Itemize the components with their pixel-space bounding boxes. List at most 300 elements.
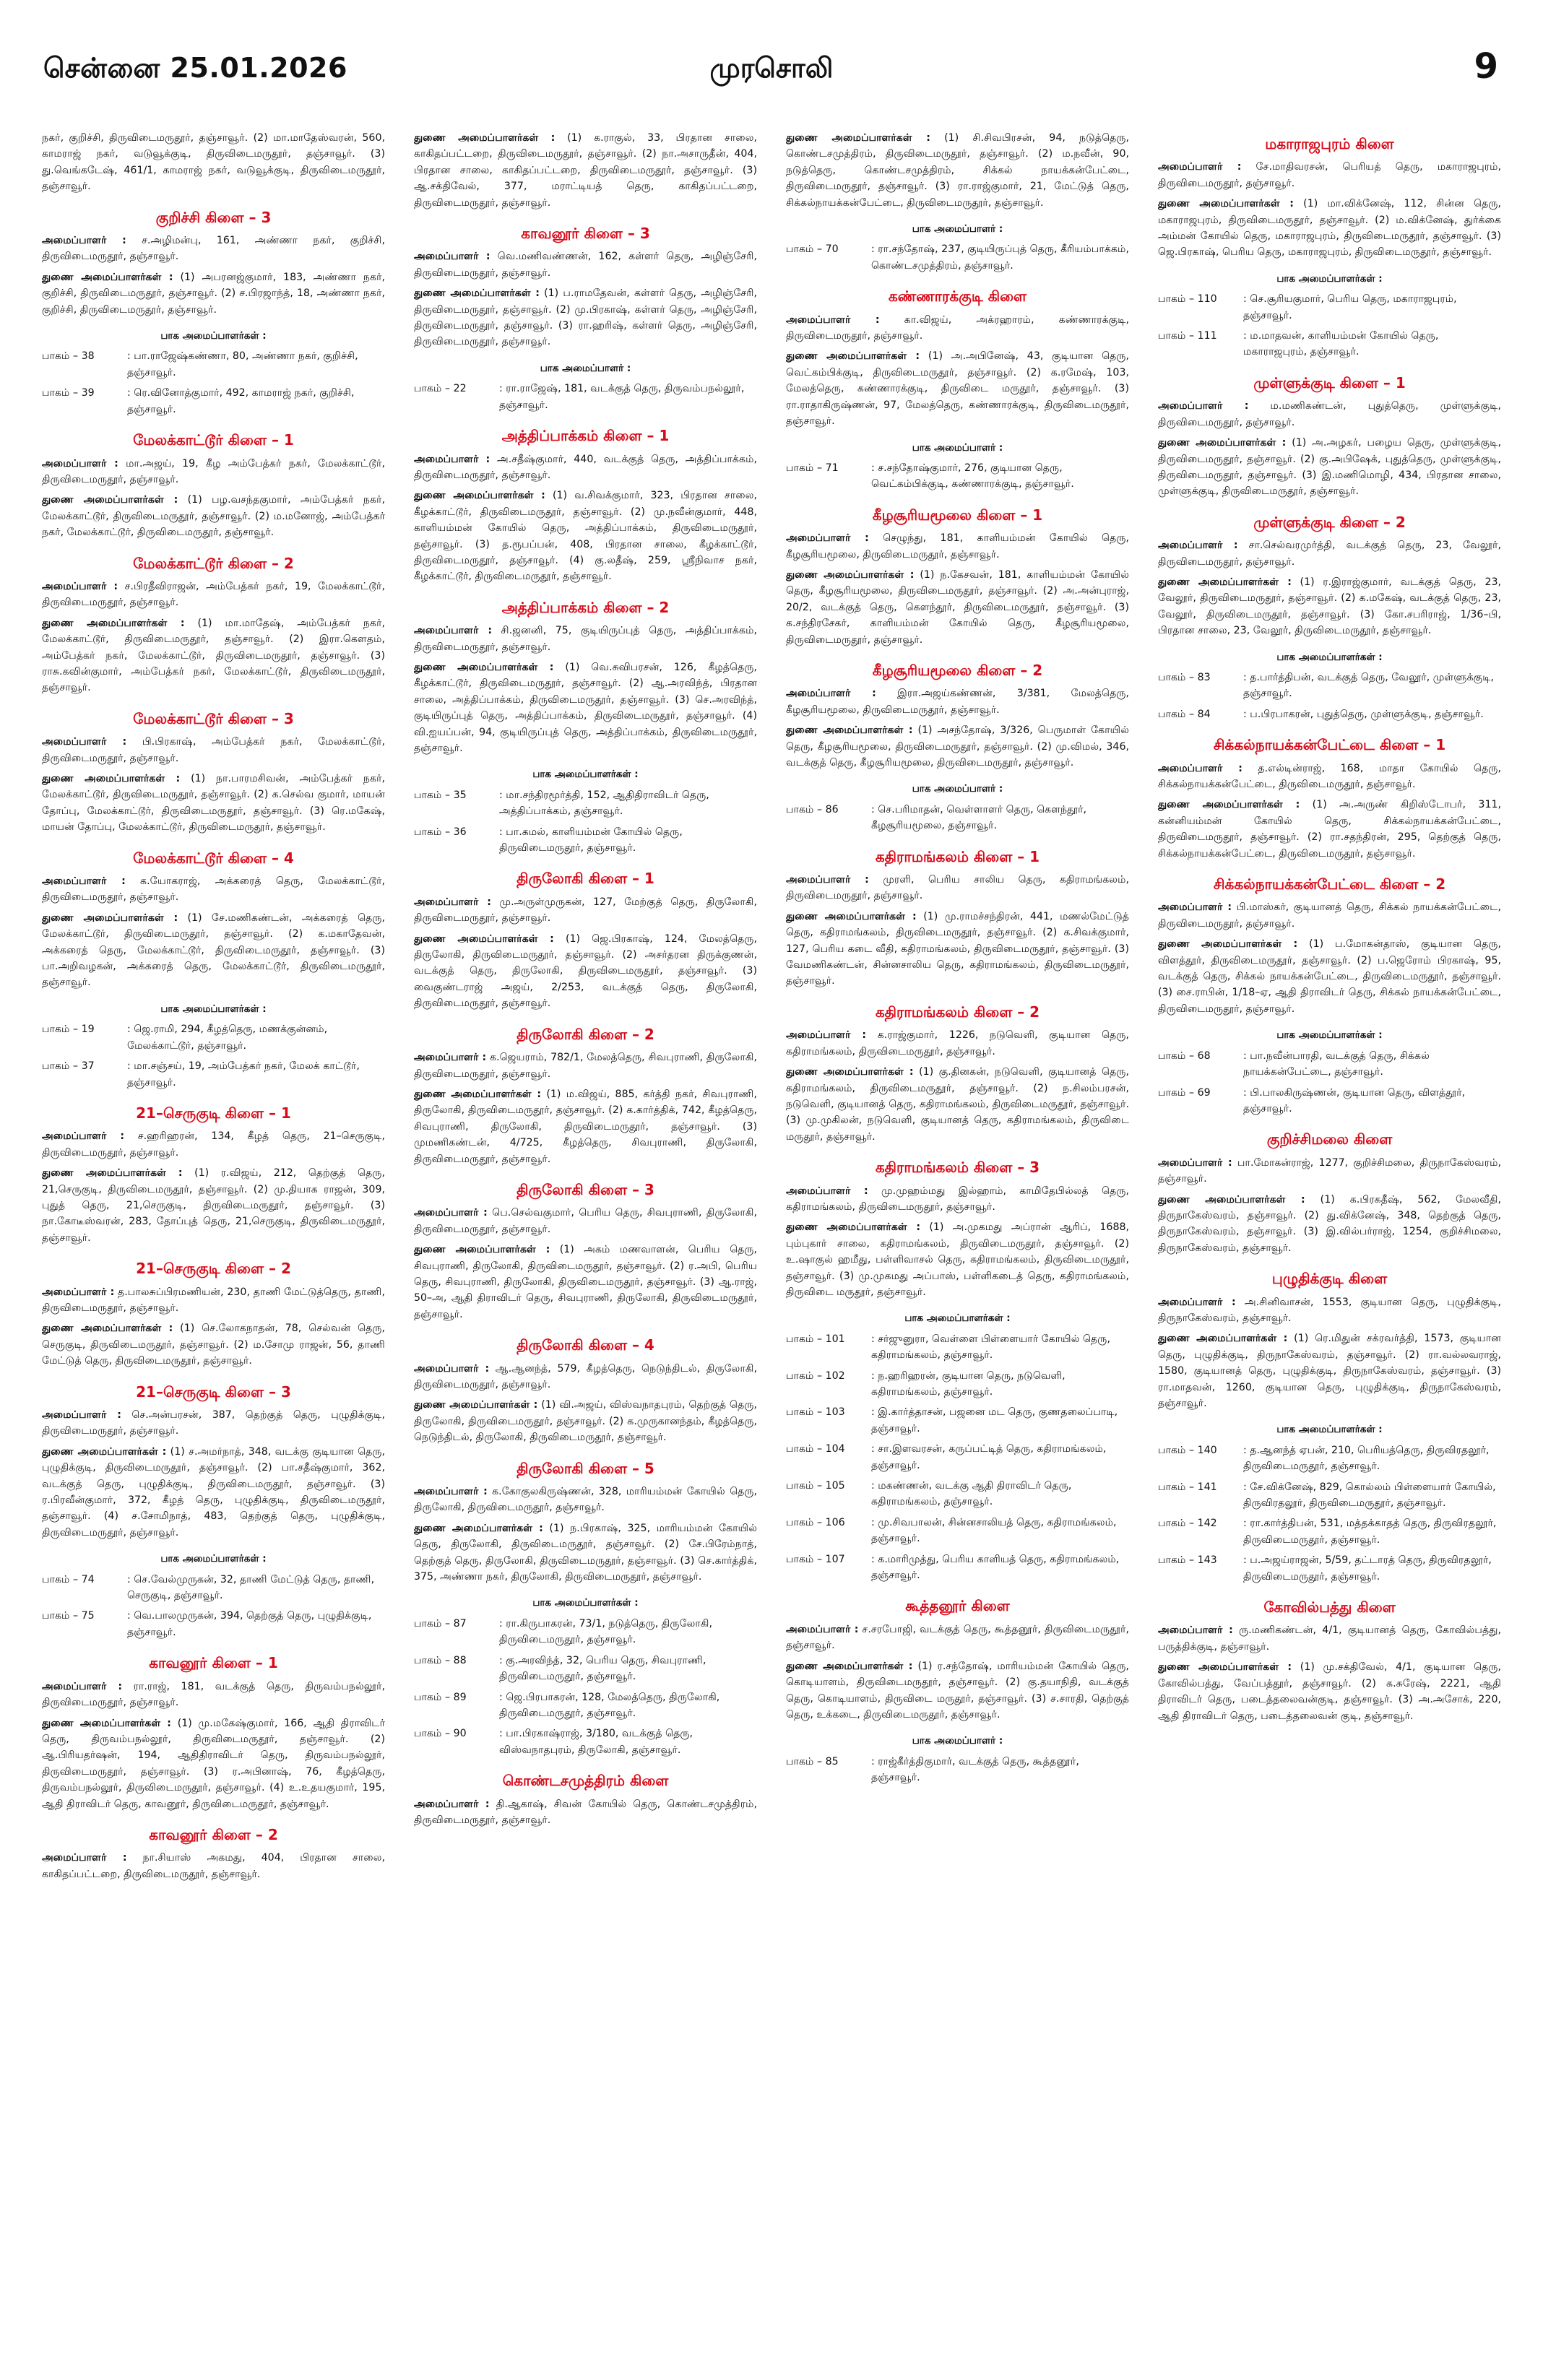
office-bearer-entry bbox=[1158, 797, 1501, 862]
role-label: துணை அமைப்பாளர்கள் : bbox=[1158, 799, 1300, 811]
role-label: அமைப்பாளர் : bbox=[786, 1029, 867, 1042]
booth-number: பாகம் – 103 bbox=[786, 1406, 845, 1419]
entry-text: (1) ந.கேசவன், 181, காளியம்மன் கோயில் தெரு, கீழசூரியமூலை, திருவிடைமருதூர், தஞ்சாவூர். (2) அ.அன்புராஜ், 20/2, வடக்குத் தெரு, கௌந்தூர், திருவிடைமருதூர், தஞ்சாவூர். (3) க.சந்திரசேகர், காளியம்மன் கோயில் தெரு, கீழசூரியமூலை, திருவிடைமருதூர், தஞ்சாவூர். bbox=[786, 568, 1129, 646]
booth-heading: பாக அமைப்பாளர்கள் : bbox=[904, 1312, 1011, 1325]
booth-heading: பாக அமைப்பாளர்கள் : bbox=[1276, 651, 1383, 663]
branch-title: 21–செருகுடி கிளை – 3 bbox=[136, 1382, 291, 1401]
booth-heading: பாக அமைப்பாளர்கள் : bbox=[160, 1553, 267, 1565]
booth-text: : செ.வேல்முருகன், 32, தாணி மேட்டுத் தெரு, தாணி, செருகுடி, தஞ்சாவூர். bbox=[127, 1573, 375, 1602]
branch-section bbox=[414, 600, 757, 857]
booth-row bbox=[1158, 670, 1501, 702]
role-label: அமைப்பாளர் : bbox=[414, 896, 491, 908]
booth-text: : சே.விக்னேஷ், 829, கொல்லம் பிள்ளையார் கோயில், திருவிரதலூர், திருவிடைமருதூர், தஞ்சாவூர். bbox=[1243, 1481, 1496, 1510]
branch-section bbox=[42, 1260, 385, 1369]
booth-row bbox=[786, 1441, 1129, 1474]
entry-text: இரா.அஜய்கண்ணன், 3/381, மேலத்தெரு, கீழசூரியமூலை, திருவிடைமருதூர், தஞ்சாவூர். bbox=[786, 688, 1129, 716]
booth-text: : ஜெ.பிரபாகரன், 128, மேலத்தெரு, திருலோகி, திருவிடைமருதூர், தஞ்சாவூர். bbox=[499, 1691, 720, 1719]
office-bearer-entry bbox=[42, 1320, 385, 1369]
booth-row bbox=[414, 1653, 757, 1685]
branch-title: திருலோகி கிளை – 5 bbox=[517, 1459, 654, 1477]
role-label: அமைப்பாளர் : bbox=[786, 688, 876, 700]
role-label: துணை அமைப்பாளர்கள் : bbox=[1158, 1661, 1292, 1674]
booth-text: : செ.பரிமாதன், வெள்ளாளர் தெரு, கௌந்தூர், கீழசூரியமூலை, தஞ்சாவூர். bbox=[871, 803, 1087, 832]
column-3 bbox=[786, 130, 1129, 2355]
booth-text: : பா.கமல், காளியம்மன் கோயில் தெரு, திருவிடைமருதூர், தஞ்சாவூர். bbox=[499, 826, 683, 854]
office-bearer-entry bbox=[42, 1165, 385, 1246]
role-label: அமைப்பாளர் : bbox=[42, 875, 126, 888]
booth-number: பாகம் – 111 bbox=[1158, 330, 1217, 342]
branch-title: மேலக்காட்டூர் கிளை – 2 bbox=[133, 554, 294, 572]
branch-title: காவனூர் கிளை – 1 bbox=[149, 1654, 278, 1672]
branch-section bbox=[786, 662, 1129, 834]
entry-text: சி.ஜனனி, 75, குடியிருப்புத் தெரு, அத்திப்பாக்கம், திருவிடைமருதூர், தஞ்சாவூர். bbox=[414, 625, 757, 653]
office-bearer-entry bbox=[414, 451, 757, 484]
role-label: அமைப்பாளர் : bbox=[1158, 1624, 1233, 1637]
role-label: அமைப்பாளர் : bbox=[414, 1207, 488, 1219]
role-label: துணை அமைப்பாளர்கள் : bbox=[414, 1522, 543, 1534]
booth-heading: பாக அமைப்பாளர்கள் : bbox=[532, 769, 639, 781]
booth-number: பாகம் – 36 bbox=[414, 826, 467, 838]
branch-section bbox=[42, 1827, 385, 1882]
booth-number: பாகம் – 38 bbox=[42, 350, 95, 363]
booth-heading: பாக அமைப்பாளர்கள் : bbox=[160, 330, 267, 342]
branch-section bbox=[42, 1384, 385, 1641]
role-label: அமைப்பாளர் : bbox=[42, 457, 118, 469]
booth-text: : மா.சந்திரமூர்த்தி, 152, ஆதிதிராவிடர் தெரு, அத்திப்பாக்கம், தஞ்சாவூர். bbox=[499, 789, 709, 818]
office-bearer-entry bbox=[414, 1520, 757, 1585]
entry-text: (1) அசந்தோஷ், 3/326, பெருமாள் கோயில் தெரு, கீழசூரியமூலை, திருவிடைமருதூர், தஞ்சாவூர். (2) மு.விமல், 346, வடக்குத் தெரு, கீழசூரியமூலை, திருவிடைமருதூர், தஞ்சாவூர். bbox=[786, 724, 1129, 769]
office-bearer-entry bbox=[786, 530, 1129, 563]
office-bearer-entry bbox=[414, 1361, 757, 1393]
branch-title: புழுதிக்குடி கிளை bbox=[1271, 1270, 1388, 1288]
booth-number: பாகம் – 75 bbox=[42, 1610, 95, 1622]
office-bearer-entry bbox=[786, 685, 1129, 718]
branch-title: கோவில்பத்து கிளை bbox=[1263, 1598, 1396, 1617]
booth-row bbox=[42, 1572, 385, 1604]
booth-text: : கு.அரவிந்த், 32, பெரிய தெரு, சிவபுராணி, திருவிடைமருதூர், தஞ்சாவூர். bbox=[499, 1654, 706, 1683]
branch-section bbox=[786, 288, 1129, 492]
booth-row bbox=[786, 1368, 1129, 1401]
office-bearer-entry bbox=[42, 269, 385, 318]
office-bearer-entry bbox=[414, 1205, 757, 1237]
role-label: துணை அமைப்பாளர்கள் : bbox=[1158, 437, 1287, 449]
office-bearer-entry bbox=[414, 623, 757, 655]
entry-text: க.ராஜ்குமார், 1226, நடுவெளி, குடியான தெரு, கதிராமங்கலம், திருவிடைமருதூர், தஞ்சாவூர். bbox=[786, 1029, 1129, 1057]
role-label: துணை அமைப்பாளர்கள் : bbox=[786, 132, 930, 144]
branch-section bbox=[1158, 876, 1501, 1117]
office-bearer-entry bbox=[42, 233, 385, 265]
role-label: அமைப்பாளர் : bbox=[42, 580, 118, 592]
role-label: துணை அமைப்பாளர்கள் : bbox=[42, 1323, 173, 1335]
office-bearer-entry bbox=[786, 1183, 1129, 1216]
role-label: அமைப்பாளர் : bbox=[1158, 1296, 1236, 1308]
entry-text: (1) ச.அமர்நாத், 348, வடக்கு குடியான தெரு, புழுதிக்குடி, திருவிடைமருதூர், தஞ்சாவூர். (2) பா.சதீஷ்குமார், 362, வடக்குத் தெரு, புழுதிக்குடி, திருவிடைமருதூர், தஞ்சாவூர். (3) ர.பிரவீன்குமார், 372, கீழத் தெரு, புழுதிக்குடி, திருவிடைமருதூர், தஞ்சாவூர். (4) ச.சோமிநாத், 483, தெற்குத் தெரு, புழுதிக்குடி, திருவிடைமருதூர், தஞ்சாவூர். bbox=[42, 1445, 385, 1539]
branch-title: திருலோகி கிளை – 2 bbox=[517, 1025, 654, 1043]
booth-row bbox=[786, 1754, 1129, 1786]
entry-text: தி.ஆகாஷ், சிவன் கோயில் தெரு, கொண்டசமுத்திரம், திருவிடைமருதூர், தஞ்சாவூர். bbox=[414, 1798, 757, 1826]
booth-number: பாகம் – 19 bbox=[42, 1024, 95, 1036]
branch-section bbox=[1158, 514, 1501, 722]
role-label: துணை அமைப்பாளர்கள் : bbox=[786, 910, 917, 922]
entry-text: (1) சே.மணிகண்டன், அக்கரைத் தெரு, மேலக்காட்டூர், திருவிடைமருதூர், தஞ்சாவூர். (2) க.மகாதேவன், அக்கரைத் தெரு, மேலக்காட்டூர், திருவிடைமருதூர், தஞ்சாவூர். (3) பா.அறிவழகன், அக்கரைத் தெரு, மேலக்காட்டூர், திருவிடைமருதூர், தஞ்சாவூர். bbox=[42, 912, 385, 989]
booth-row bbox=[1158, 1479, 1501, 1512]
booth-text: : இ.கார்த்தாசன், பஜனை மட தெரு, குணதலைப்பாடி, தஞ்சாவூர். bbox=[871, 1406, 1118, 1435]
booth-number: பாகம் – 106 bbox=[786, 1516, 845, 1528]
branch-title: கதிராமங்கலம் கிளை – 3 bbox=[875, 1159, 1040, 1177]
role-label: துணை அமைப்பாளர்கள் : bbox=[414, 490, 545, 502]
branch-title: மேலக்காட்டூர் கிளை – 4 bbox=[133, 849, 294, 867]
edition-date: சென்னை 25.01.2026 bbox=[43, 52, 347, 84]
role-label: அமைப்பாளர் : bbox=[42, 1409, 121, 1421]
entry-text: க.ஜெயராம், 782/1, மேலத்தெரு, சிவபுராணி, திருலோகி, திருவிடைமருதூர், தஞ்சாவூர். bbox=[414, 1052, 757, 1080]
office-bearer-entry bbox=[414, 488, 757, 584]
role-label: துணை அமைப்பாளர்கள் : bbox=[1158, 1333, 1288, 1345]
entry-text: மா.அஜய், 19, கீழ அம்பேத்கர் நகர், மேலக்காட்டூர், திருவிடைமருதூர், தஞ்சாவூர். bbox=[42, 457, 385, 485]
office-bearer-entry bbox=[42, 1407, 385, 1440]
entry-text: ச.சரபோஜி, வடக்குத் தெரு, கூத்தனூர், திருவிடைமருதூர், தஞ்சாவூர். bbox=[786, 1623, 1129, 1652]
booth-text: : ராஜ்கீர்த்திகுமார், வடக்குத் தெரு, கூத்தனூர், தஞ்சாவூர். bbox=[871, 1755, 1079, 1784]
role-label: அமைப்பாளர் : bbox=[414, 625, 492, 637]
booth-row bbox=[786, 1552, 1129, 1584]
office-bearer-entry bbox=[1158, 761, 1501, 793]
entry-text: நா.சியாஸ் அகமது, 404, பிரதான சாலை, காகிதப்பட்டறை, திருவிடைமருதூர், தஞ்சாவூர். bbox=[42, 1852, 385, 1880]
office-bearer-entry bbox=[42, 615, 385, 696]
role-label: துணை அமைப்பாளர்கள் : bbox=[414, 287, 540, 300]
office-bearer-entry bbox=[414, 1484, 757, 1516]
entry-text: (1) செ.லோகநாதன், 78, செல்வன் தெரு, செருகுடி, திருவிடைமருதூர், தஞ்சாவூர். (2) ம.சோமு ராஜன், 56, தாணி மேட்டுத் தெரு, திருவிடைமருதூர், தஞ்சாவூர். bbox=[42, 1323, 385, 1367]
office-bearer-entry bbox=[786, 1658, 1129, 1723]
booth-row bbox=[42, 1608, 385, 1640]
entry-text: ச.அழிமன்பு, 161, அண்ணா நகர், குறிச்சி, திருவிடைமருதூர், தஞ்சாவூர். bbox=[42, 235, 385, 263]
entry-text: பி.பிரகாஷ், அம்பேத்கர் நகர், மேலக்காட்டூர், திருவிடைமருதூர், தஞ்சாவூர். bbox=[42, 736, 385, 764]
branch-section bbox=[42, 1655, 385, 1812]
branch-section bbox=[786, 1004, 1129, 1145]
booth-number: பாகம் – 35 bbox=[414, 789, 467, 801]
booth-text: : த.பார்த்திபன், வடக்குத் தெரு, வேலூர், முள்ளுக்குடி, தஞ்சாவூர். bbox=[1243, 671, 1494, 700]
booth-text: : பி.பாலகிருஷ்ணன், குடியான தெரு, விளத்தூர், தஞ்சாவூர். bbox=[1243, 1086, 1466, 1115]
entry-text: பி.மாஸ்கர், குடியானத் தெரு, சிக்கல் நாயக்கன்பேட்டை, திருவிடைமருதூர், தஞ்சாவூர். bbox=[1158, 901, 1501, 930]
entry-text: (1) க.ராகுல், 33, பிரதான சாலை, காகிதப்பட்டறை, திருவிடைமருதூர், தஞ்சாவூர். (2) நா.அசாருதீன், 404, பிரதான சாலை, காகிதப்பட்டறை, திருவிடைமருதூர், தஞ்சாவூர். (3) ஆ.சக்திவேல், 377, மராட்டியத் தெரு, காகிதப்பட்டறை, திருவிடைமருதூர், தஞ்சாவூர். bbox=[414, 132, 757, 209]
booth-heading: பாக அமைப்பாளர் : bbox=[912, 1735, 1003, 1747]
entry-text: சா.செல்வரமுர்த்தி, வடக்குத் தெரு, 23, வேலூர், திருவிடைமருதூர், தஞ்சாவூர். bbox=[1158, 540, 1501, 568]
branch-title: மேலக்காட்டூர் கிளை – 3 bbox=[133, 709, 294, 727]
office-bearer-entry bbox=[786, 872, 1129, 904]
branch-section bbox=[42, 711, 385, 836]
office-bearer-entry bbox=[414, 1086, 757, 1167]
booth-row bbox=[42, 1021, 385, 1054]
entry-text: (1) ர.சந்தோஷ், மாரியம்மன் கோயில் தெரு, கொடியாளம், திருவிடைமருதூர், தஞ்சாவூர். (2) கு.தயாநிதி, வடக்குத் தெரு, கொடியாளம், திருவிடை மருதூர், தஞ்சாவூர். (3) ச.சாரதி, தெற்குத் தெரு, உக்கடை, திருவிடைமருதூர், தஞ்சாவூர். bbox=[786, 1660, 1129, 1721]
booth-number: பாகம் – 68 bbox=[1158, 1050, 1211, 1062]
booth-number: பாகம் – 101 bbox=[786, 1333, 845, 1345]
booth-row bbox=[1158, 1515, 1501, 1548]
entry-text: முரளி, பெரிய சாலிய தெரு, கதிராமங்கலம், திருவிடைமருதூர், தஞ்சாவூர். bbox=[786, 874, 1129, 902]
entry-text: (1) ரெ.மிதுன் சக்ரவர்த்தி, 1573, குடியான தெரு, புழுதிக்குடி, திருநாகேஸ்வரம், தஞ்சாவூர். (2) ரா.வல்லவராஜ், 1580, குடியானத் தெரு, புழுதிக்குடி, திருநாகேஸ்வரம், தஞ்சாவூர். (3) ரா.மாதவன், 1260, குடியான தெரு, புழுதிக்குடி, திருநாகேஸ்வரம், தஞ்சாவூர். bbox=[1158, 1333, 1501, 1409]
branch-title: முள்ளுக்குடி கிளை – 2 bbox=[1253, 513, 1406, 531]
booth-number: பாகம் – 70 bbox=[786, 243, 839, 256]
booth-text: : மு.சிவபாலன், சின்னசாலியத் தெரு, கதிராமங்கலம், தஞ்சாவூர். bbox=[871, 1516, 1117, 1545]
office-bearer-entry bbox=[1158, 435, 1501, 500]
office-bearer-entry bbox=[786, 1027, 1129, 1060]
booth-text: : ரா.கார்த்திபன், 531, மத்தக்காதத் தெரு, திருவிரதலூர், திருவிடைமருதூர், தஞ்சாவூர். bbox=[1243, 1518, 1497, 1546]
booth-number: பாகம் – 22 bbox=[414, 383, 467, 395]
booth-row bbox=[786, 460, 1129, 493]
entry-text: (1) மா.விக்னேஷ், 112, சின்ன தெரு, மகாராஜபுரம், திருவிடைமருதூர், தஞ்சாவூர். (2) ம.விக்னேஷ், துர்க்கை அம்மன் கோயில் தெரு, மகாராஜபுரம், திருவிடைமருதூர், தஞ்சாவூர். (3) ஜெ.பிரகாஷ், பெரிய தெரு, மகாராஜபுரம், திருவிடைமருதூர், தஞ்சாவூர். bbox=[1158, 198, 1501, 259]
booth-row bbox=[786, 802, 1129, 834]
role-label: அமைப்பாளர் : bbox=[786, 313, 880, 326]
article-columns bbox=[42, 130, 1501, 2355]
role-label: துணை அமைப்பாளர்கள் : bbox=[786, 1221, 921, 1234]
entry-text: அ.சதீஷ்குமார், 440, வடக்குத் தெரு, அத்திப்பாக்கம், திருவிடைமருதூர், தஞ்சாவூர். bbox=[414, 453, 757, 481]
booth-number: பாகம் – 90 bbox=[414, 1728, 467, 1740]
office-bearer-entry bbox=[42, 1850, 385, 1882]
entry-text: (1) வ.சிவக்குமார், 323, பிரதான சாலை, கீழக்காட்டூர், திருவிடைமருதூர், தஞ்சாவூர். (2) மு.நவீன்குமார், 448, காளியம்மன் கோயில் தெரு, அத்திப்பாக்கம், திருவிடைமருதூர், தஞ்சாவூர். (3) த.ரூபப்பன், 408, பிரதான சாலை, கீழக்காட்டூர், திருவிடைமருதூர், தஞ்சாவூர். (4) கு.லதீஷ், 259, ஸ்ரீநிவாச நகர், கீழக்காட்டூர், திருவிடைமருதூர், தஞ்சாவூர். bbox=[414, 490, 757, 583]
entry-text: (1) கு.தினகன், நடுவெளி, குடியானத் தெரு, கதிராமங்கலம், திருவிடைமருதூர், தஞ்சாவூர். (2) ந.சிலம்பரசன், நடுவெளி, குடியானத் தெரு, கதிராமங்கலம், திருவிடைமருதூர், தஞ்சாவூர். (3) மு.முகிலன், நடுவெளி, குடியானத் தெரு, கதிராமங்கலம், திருவிடை மருதூர், தஞ்சாவூர். bbox=[786, 1066, 1129, 1143]
booth-row bbox=[1158, 1552, 1501, 1585]
office-bearer-entry bbox=[42, 456, 385, 488]
booth-number: பாகம் – 74 bbox=[42, 1573, 95, 1585]
booth-heading: பாக அமைப்பாளர் : bbox=[912, 223, 1003, 235]
booth-number: பாகம் – 39 bbox=[42, 387, 95, 399]
booth-number: பாகம் – 141 bbox=[1158, 1481, 1217, 1493]
role-label: அமைப்பாளர் : bbox=[1158, 1156, 1232, 1169]
column-1 bbox=[42, 130, 385, 2355]
role-label: துணை அமைப்பாளர்கள் : bbox=[42, 617, 185, 629]
booth-row bbox=[414, 1616, 757, 1648]
office-bearer-entry bbox=[414, 1397, 757, 1445]
office-bearer-entry bbox=[42, 1128, 385, 1161]
booth-number: பாகம் – 71 bbox=[786, 462, 839, 474]
role-label: துணை அமைப்பாளர்கள் : bbox=[414, 661, 554, 673]
entry-text: க.கோகுலகிருஷ்ணன், 328, மாரியம்மன் கோயில் தெரு, திருலோகி, திருவிடைமருதூர், தஞ்சாவூர். bbox=[414, 1486, 757, 1514]
entry-text: ம.மணிகண்டன், புதுத்தெரு, முள்ளுக்குடி, திருவிடைமருதூர், தஞ்சாவூர். bbox=[1158, 400, 1501, 428]
entry-text: (1) ர.இராஜ்குமார், வடக்குத் தெரு, 23, வேலூர், திருவிடைமருதூர், தஞ்சாவூர். (2) க.மகேஷ், வடக்குத் தெரு, 23, வேலூர், திருவிடைமருதூர், தஞ்சாவூர். (3) கோ.சபரிராஜ், 1/36–பி, பிரதான சாலை, 23, வேலூர், திருவிடைமருதூர், தஞ்சாவூர். bbox=[1158, 576, 1501, 637]
entry-text: (1) அ.அழகர், பழைய தெரு, முள்ளுக்குடி, திருவிடைமருதூர், தஞ்சாவூர். (2) கு.அபிஷேக், புதுத்தெரு, முள்ளுக்குடி, திருவிடைமருதூர், தஞ்சாவூர். (3) இ.மணிமொழி, 434, பிரதான சாலை, முள்ளுக்குடி, திருவிடைமருதூர், தஞ்சாவூர். bbox=[1158, 437, 1501, 498]
booth-text: : சா.இளவரசன், கருப்பட்டித் தெரு, கதிராமங்கலம், தஞ்சாவூர். bbox=[871, 1443, 1107, 1471]
booth-number: பாகம் – 110 bbox=[1158, 293, 1217, 306]
booth-heading: பாக அமைப்பாளர் : bbox=[540, 362, 631, 374]
branch-section bbox=[414, 225, 757, 413]
branch-section bbox=[414, 1773, 757, 1828]
booth-row bbox=[786, 1515, 1129, 1547]
role-label: துணை அமைப்பாளர்கள் : bbox=[414, 932, 554, 945]
role-label: துணை அமைப்பாளர்கள் : bbox=[42, 1717, 171, 1729]
entry-text: ஆ.ஆனந்த், 579, கீழத்தெரு, நெடுந்திடல், திருலோகி, திருவிடைமருதூர், தஞ்சாவூர். bbox=[414, 1362, 757, 1390]
role-label: அமைப்பாளர் : bbox=[414, 1798, 490, 1810]
entry-text: (1) வி.அஜய், விஸ்வநாதபுரம், தெற்குத் தெரு, திருலோகி, திருவிடைமருதூர், தஞ்சாவூர். (2) க.முருகானந்தம், கீழத்தெரு, நெடுந்திடல், திருலோகி, திருவிடைமருதூர், தஞ்சாவூர். bbox=[414, 1399, 757, 1444]
branch-title: கீழசூரியமூலை கிளை – 1 bbox=[872, 506, 1043, 524]
branch-section bbox=[786, 507, 1129, 648]
role-label: துணை அமைப்பாளர்கள் : bbox=[414, 132, 556, 144]
office-bearer-entry bbox=[1158, 1622, 1501, 1655]
branch-title: கீழசூரியமூலை கிளை – 2 bbox=[872, 661, 1043, 679]
booth-row bbox=[1158, 706, 1501, 722]
office-bearer-entry bbox=[414, 1050, 757, 1082]
entry-text: த.எல்டின்ராஜ், 168, மாதா கோயில் தெரு, சிக்கல்நாயக்கன்பேட்டை, திருவிடைமருதூர், தஞ்சாவூர். bbox=[1158, 762, 1501, 790]
office-bearer-entry bbox=[1158, 398, 1501, 430]
entry-text: (1) அ.முகமது அப்ரான் ஆரிப், 1688, பும்புகார் சாலை, கதிராமங்கலம், திருவிடைமருதூர், தஞ்சாவூர். (2) உ.ஷாகுல் ஹமீது, பள்ளிவாசல் தெரு, கதிராமங்கலம், திருவிடைமருதூர், தஞ்சாவூர். (3) மு.முகமது அப்பாஸ், பள்ளிகடைத் தெரு, கதிராமங்கலம், திருவிடை மருதூர், தஞ்சாவூர். bbox=[786, 1221, 1129, 1298]
role-label: துணை அமைப்பாளர்கள் : bbox=[42, 271, 173, 283]
entry-text: கா.விஜய், அக்ரஹாரம், கண்ணாரக்குடி, திருவிடைமருதூர், தஞ்சாவூர். bbox=[786, 313, 1129, 342]
branch-section bbox=[42, 130, 385, 195]
role-label: துணை அமைப்பாளர்கள் : bbox=[786, 568, 915, 581]
booth-row bbox=[1158, 328, 1501, 360]
role-label: அமைப்பாளர் : bbox=[414, 251, 490, 263]
branch-section bbox=[786, 130, 1129, 274]
branch-title: சிக்கல்நாயக்கன்பேட்டை கிளை – 2 bbox=[1213, 875, 1446, 893]
role-label: அமைப்பாளர் : bbox=[1158, 762, 1242, 774]
role-label: அமைப்பாளர் : bbox=[786, 1185, 868, 1197]
branch-title: கதிராமங்கலம் கிளை – 1 bbox=[875, 847, 1040, 865]
office-bearer-entry bbox=[1158, 1330, 1501, 1411]
booth-text: : பா.ராஜேஷ்கண்ணா, 80, அண்ணா நகர், குறிச்சி, தஞ்சாவூர். bbox=[127, 350, 358, 378]
role-label: அமைப்பாளர் : bbox=[42, 1852, 127, 1864]
entry-text: (1) மு.மகேஷ்குமார், 166, ஆதி திராவிடர் தெரு, திருவம்பநல்லூர், திருவிடைமருதூர், தஞ்சாவூர். (2) ஆ.பிரியதர்ஷன், 194, ஆதிதிராவிடர் தெரு, திருவம்பநல்லூர், திருவிடைமருதூர், தஞ்சாவூர். (3) ர.அபினாஷ், 76, கீழத்தெரு, திருவம்பநல்லூர், திருவிடைமருதூர், தஞ்சாவூர். (4) உ.உதயகுமார், 195, ஆதி திராவிடர் தெரு, காவனூர், திருவிடைமருதூர், தஞ்சாவூர். bbox=[42, 1717, 385, 1810]
branch-section bbox=[414, 1182, 757, 1323]
office-bearer-entry bbox=[414, 248, 757, 281]
booth-row bbox=[786, 241, 1129, 274]
entry-text: பா.மோகன்ராஜ், 1277, குறிச்சிமலை, திருநாகேஸ்வரம், தஞ்சாவூர். bbox=[1158, 1156, 1501, 1185]
branch-section bbox=[414, 130, 757, 211]
office-bearer-entry bbox=[42, 734, 385, 766]
branch-title: காவனூர் கிளை – 2 bbox=[149, 1825, 278, 1843]
branch-title: மேலக்காட்டூர் கிளை – 1 bbox=[133, 431, 294, 449]
office-bearer-entry bbox=[42, 492, 385, 540]
role-label: துணை அமைப்பாளர்கள் : bbox=[42, 494, 178, 506]
office-bearer-entry bbox=[786, 567, 1129, 648]
booth-text: : பா.நவீன்பாரதி, வடக்குத் தெரு, சிக்கல் நாயக்கன்பேட்டை, தஞ்சாவூர். bbox=[1243, 1050, 1430, 1078]
booth-heading: பாக அமைப்பாளர்கள் : bbox=[160, 1003, 267, 1015]
booth-row bbox=[1158, 1085, 1501, 1117]
role-label: துணை அமைப்பாளர்கள் : bbox=[42, 912, 178, 924]
office-bearer-entry bbox=[1158, 899, 1501, 932]
role-label: அமைப்பாளர் : bbox=[786, 874, 869, 886]
entry-text: (1) ப.மோகன்தாஸ், குடியான தெரு, விளத்தூர், திருவிடைமருதூர், தஞ்சாவூர். (2) ப.ஜெரோம் பிரகாஷ், 95, வடக்குத் தெரு, சிக்கல் நாயக்கன்பேட்டை, திருவிடைமருதூர், தஞ்சாவூர். (3) சை.ராபின், 1/18–ஏ, ஆதி திராவிடர் தெரு, சிக்கல் நாயக்கன்பேட்டை, திருவிடைமருதூர், தஞ்சாவூர். bbox=[1158, 938, 1501, 1015]
office-bearer-entry bbox=[1158, 1659, 1501, 1724]
office-bearer-entry bbox=[1158, 936, 1501, 1017]
booth-text: : ரா.சந்தோஷ், 237, குடியிருப்புத் தெரு, கீரியம்பாக்கம், கொண்டசமுத்திரம், தஞ்சாவூர். bbox=[871, 243, 1129, 272]
entry-text: செழுந்து, 181, காளியம்மன் கோயில் தெரு, கீழசூரியமூலை, திருவிடைமருதூர், தஞ்சாவூர். bbox=[786, 532, 1129, 561]
branch-title: குறிச்சி கிளை – 3 bbox=[155, 208, 272, 226]
entry-text: செ.அன்பரசன், 387, தெற்குத் தெரு, புழுதிக்குடி, திருவிடைமருதூர், தஞ்சாவூர். bbox=[42, 1409, 385, 1437]
booth-row bbox=[414, 787, 757, 820]
role-label: அமைப்பாளர் : bbox=[1158, 540, 1238, 552]
entry-text: (1) க.பிரகதீஷ், 562, மேலவீதி, திருநாகேஸ்வரம், தஞ்சாவூர். (2) து.விக்னேஷ், 348, தெற்குத் தெரு, திருநாகேஸ்வரம், தஞ்சாவூர். (3) இ.வில்பர்ராஜ், 1254, குறிச்சிமலை, திருநாகேஸ்வரம், தஞ்சாவூர். bbox=[1158, 1193, 1501, 1254]
branch-section bbox=[414, 1461, 757, 1759]
role-label: துணை அமைப்பாளர்கள் : bbox=[42, 773, 181, 784]
role-label: அமைப்பாளர் : bbox=[786, 1623, 859, 1635]
role-label: துணை அமைப்பாளர்கள் : bbox=[1158, 198, 1294, 210]
role-label: அமைப்பாளர் : bbox=[414, 453, 490, 465]
office-bearer-entry bbox=[786, 348, 1129, 429]
branch-section bbox=[414, 428, 757, 585]
entry-text: பெ.செல்வகுமார், பெரிய தெரு, சிவபுராணி, திருலோகி, திருவிடைமருதூர், தஞ்சாவூர். bbox=[414, 1207, 757, 1235]
entry-text: (1) அ.அபினேஷ், 43, குடியான தெரு, வெட்கம்பிக்குடி, திருவிடைமருதூர், தஞ்சாவூர். (2) க.ரமேஷ், 103, மேலத்தெரு, கண்ணாரக்குடி, திருவிடை மருதூர், தஞ்சாவூர். (3) ரா.ராதாகிருஷ்ணன், 97, மேலத்தெரு, கண்ணாரக்குடி, திருவிடைமருதூர், தஞ்சாவூர். bbox=[786, 350, 1129, 428]
role-label: துணை அமைப்பாளர்கள் : bbox=[786, 1660, 913, 1672]
office-bearer-entry bbox=[42, 873, 385, 906]
branch-section bbox=[414, 1337, 757, 1445]
booth-row bbox=[42, 385, 385, 417]
office-bearer-entry bbox=[1158, 159, 1501, 191]
role-label: துணை அமைப்பாளர்கள் : bbox=[786, 350, 920, 363]
role-label: அமைப்பாளர் : bbox=[42, 1130, 125, 1143]
role-label: துணை அமைப்பாளர்கள் : bbox=[42, 1167, 183, 1180]
role-label: அமைப்பாளர் : bbox=[42, 1286, 115, 1298]
entry-text: (1) ர.விஜய், 212, தெற்குத் தெரு, 21,செருகுடி, திருவிடைமருதூர், தஞ்சாவூர். (2) மு.தியாக ராஜன், 309, புதுத் தெரு, 21,செருகுடி, திருவிடைமருதூர், தஞ்சாவூர். (3) நா.கோடீஸ்வரன், 283, தோப்புத் தெரு, 21,செருகுடி, திருவிடைமருதூர், தஞ்சாவூர். bbox=[42, 1167, 385, 1244]
entry-text: (1) அ.அருண் கிறிஸ்டோபர், 311, கன்னியம்மன் கோயில் தெரு, சிக்கல்நாயக்கன்பேட்டை, திருவிடைமருதூர், தஞ்சாவூர். (2) ரா.சதந்திரன், 295, தெற்குத் தெரு, சிக்கல்நாயக்கன்பேட்டை, திருவிடைமருதூர், தஞ்சாவூர். bbox=[1158, 799, 1501, 860]
page-number: 9 bbox=[1474, 46, 1498, 87]
branch-section bbox=[786, 1598, 1129, 1786]
branch-title: கூத்தனூர் கிளை bbox=[905, 1597, 1010, 1615]
role-label: அமைப்பாளர் : bbox=[1158, 901, 1232, 914]
booth-row bbox=[1158, 1442, 1501, 1475]
booth-number: பாகம் – 37 bbox=[42, 1060, 95, 1073]
booth-row bbox=[1158, 291, 1501, 324]
booth-text: : த.ஆனந்த் ஏபன், 210, பெரியத்தெரு, திருவிரதலூர், திருவிடைமருதூர், தஞ்சாவூர். bbox=[1243, 1444, 1490, 1473]
booth-heading: பாக அமைப்பாளர் : bbox=[912, 783, 1003, 795]
booth-row bbox=[414, 824, 757, 857]
entry-text: (1) அகம் மணவாளன், பெரிய தெரு, சிவபுராணி, திருலோகி, திருவிடைமருதூர், தஞ்சாவூர். (2) ர.அபி, பெரிய தெரு, சிவபுராணி, திருலோகி, திருவிடைமருதூர், தஞ்சாவூர். (3) ஆ.ராஜ், 50–அ, ஆதி திராவிடர் தெரு, சிவபுராணி, திருலோகி, திருவிடைமருதூர், தஞ்சாவூர். bbox=[414, 1244, 757, 1320]
office-bearer-entry bbox=[414, 659, 757, 756]
entry-text: க.யோகராஜ், அக்கரைத் தெரு, மேலக்காட்டூர், திருவிடைமருதூர், தஞ்சாவூர். bbox=[42, 875, 385, 904]
entry-text: (1) பழ.வசந்தகுமார், அம்பேத்கர் நகர், மேலக்காட்டூர், திருவிடைமருதூர், தஞ்சாவூர். (2) ம.மனோஜ், அம்பேத்கர் நகர், மேலக்காட்டூர், திருவிடைமருதூர், தஞ்சாவூர். bbox=[42, 494, 385, 539]
booth-number: பாகம் – 69 bbox=[1158, 1086, 1211, 1099]
role-label: துணை அமைப்பாளர்கள் : bbox=[414, 1399, 538, 1411]
booth-row bbox=[414, 1726, 757, 1758]
branch-title: 21–செருகுடி கிளை – 1 bbox=[136, 1104, 291, 1122]
entry-text: (1) மு.சக்திவேல், 4/1, குடியான தெரு, கோவில்பத்து, வேப்பத்தூர், தஞ்சாவூர். (2) க.சுரேஷ், 2221, ஆதி திராவிடர் தெரு, படைத்தலைவன்குடி, தஞ்சாவூர். (3) அ.அசோக், 220, ஆதி திராவிடர் தெரு, படைத்தலைவன் குடி, தஞ்சாவூர். bbox=[1158, 1661, 1501, 1722]
entry-text: (1) ம.விஜய், 885, கர்த்தி நகர், சிவபுராணி, திருலோகி, திருவிடைமருதூர், தஞ்சாவூர். (2) க.கார்த்திக், 742, கீழத்தெரு, சிவபுராணி, திருலோகி, திருவிடைமருதூர், தஞ்சாவூர். (3) முமணிகண்டன், 4/725, கீழத்தெரு, சிவபுராணி, திருலோகி, திருவிடைமருதூர், தஞ்சாவூர். bbox=[414, 1088, 757, 1165]
entry-text: (1) ஜெ.பிரகாஷ், 124, மேலத்தெரு, திருலோகி, திருவிடைமருதூர், தஞ்சாவூர். (2) அசர்தரன திருக்குணன், வடக்குத் தெரு, திருலோகி, திருவிடைமருதூர், தஞ்சாவூர். (3) வைகுண்டராஜ் அஜய், 2/253, வடக்குத் தெரு, திருலோகி, திருவிடைமருதூர், தஞ்சாவூர். bbox=[414, 932, 757, 1010]
office-bearer-entry bbox=[414, 1242, 757, 1323]
booth-number: பாகம் – 140 bbox=[1158, 1444, 1217, 1456]
booth-text: : ஜெ.ராமி, 294, கீழத்தெரு, மணக்குன்னம், மேலக்காட்டூர், தஞ்சாவூர். bbox=[127, 1024, 328, 1052]
branch-section bbox=[1158, 136, 1501, 360]
branch-title: கதிராமங்கலம் கிளை – 2 bbox=[875, 1003, 1040, 1021]
branch-title: மகாராஜபுரம் கிளை bbox=[1265, 135, 1394, 152]
office-bearer-entry bbox=[1158, 537, 1501, 570]
role-label: துணை அமைப்பாளர்கள் : bbox=[786, 724, 913, 737]
office-bearer-entry bbox=[414, 1796, 757, 1829]
branch-section bbox=[42, 432, 385, 540]
office-bearer-entry bbox=[1158, 1192, 1501, 1257]
office-bearer-entry bbox=[42, 1284, 385, 1317]
branch-section bbox=[786, 849, 1129, 990]
role-label: அமைப்பாளர் : bbox=[42, 1680, 123, 1692]
office-bearer-entry bbox=[1158, 1155, 1501, 1187]
entry-text: மு.அருள்முருகன், 127, மேற்குத் தெரு, திருலோகி, திருவிடைமருதூர், தஞ்சாவூர். bbox=[414, 896, 757, 925]
booth-number: பாகம் – 102 bbox=[786, 1369, 845, 1382]
booth-number: பாகம் – 107 bbox=[786, 1553, 845, 1565]
office-bearer-entry bbox=[42, 910, 385, 991]
office-bearer-entry bbox=[786, 722, 1129, 771]
booth-text: : சர்ஜுனுரா, வெள்ளை பிள்ளையார் கோயில் தெரு, கதிராமங்கலம், தஞ்சாவூர். bbox=[871, 1333, 1110, 1362]
role-label: அமைப்பாளர் : bbox=[414, 1052, 487, 1064]
branch-title: திருலோகி கிளை – 4 bbox=[517, 1336, 654, 1354]
entry-text: (1) வெ.சுவிபரசன், 126, கீழத்தெரு, கீழக்காட்டூர், திருவிடைமருதூர், தஞ்சாவூர். (2) ஆ.அரவிந்த், பிரதான சாலை, அத்திப்பாக்கம், திருவிடைமருதூர், தஞ்சாவூர். (3) செ.அரவிந்த், குடியிருப்புத் தெரு, அத்திப்பாக்கம், திருவிடைமருதூர், தஞ்சாவூர். (4) வி.ஐயப்பன், 94, குடியிருப்புத் தெரு, அத்திப்பாக்கம், திருவிடைமருதூர், தஞ்சாவூர். bbox=[414, 661, 757, 754]
booth-number: பாகம் – 87 bbox=[414, 1617, 467, 1630]
entry-text: (1) ப.ராமதேவன், கள்ளர் தெரு, அழிஞ்சேரி, திருவிடைமருதூர், தஞ்சாவூர். (2) மு.பிரகாஷ், கள்ளர் தெரு, அழிஞ்சேரி, திருவிடைமருதூர், தஞ்சாவூர். (3) ரா.ஹரிஷ், கள்ளர் தெரு, அழிஞ்சேரி, திருவிடைமருதூர், தஞ்சாவூர். bbox=[414, 287, 757, 348]
booth-number: பாகம் – 142 bbox=[1158, 1518, 1217, 1530]
booth-number: பாகம் – 89 bbox=[414, 1691, 467, 1703]
entry-text: ரா.ராஜ், 181, வடக்குத் தெரு, திருவம்பநல்லூர், திருவிடைமருதூர், தஞ்சாவூர். bbox=[42, 1680, 385, 1709]
office-bearer-entry bbox=[42, 1715, 385, 1812]
branch-title: முள்ளுக்குடி கிளை – 1 bbox=[1253, 373, 1406, 391]
booth-number: பாகம் – 104 bbox=[786, 1443, 845, 1455]
booth-text: : ரா.கிருபாகரன், 73/1, நடுத்தெரு, திருலோகி, திருவிடைமருதூர், தஞ்சாவூர். bbox=[499, 1617, 712, 1646]
entry-text: (1) மா.மாதேஷ், அம்பேத்கர் நகர், மேலக்காட்டூர், திருவிடைமருதூர், தஞ்சாவூர். (2) இரா.கௌதம், அம்பேத்கர் நகர், மேலக்காட்டூர், திருவிடைமருதூர், தஞ்சாவூர். (3) ராசு.கவின்குமார், அம்பேத்கர் நகர், மேலக்காட்டூர், திருவிடைமருதூர், தஞ்சாவூர். bbox=[42, 617, 385, 694]
entry-text: (1) சி.சிவபிரசன், 94, நடுத்தெரு, கொண்டசமுத்திரம், திருவிடைமருதூர், தஞ்சாவூர். (2) ம.நவீன், 90, நடுத்தெரு, கொண்டசமுத்திரம், சிக்கல் நாயக்கன்பேட்டை, திருவிடைமருதூர், தஞ்சாவூர். (3) ரா.ராஜ்குமார், 21, மேட்டுத் தெரு, சிக்கல்நாயக்கன்பேட்டை, திருவிடைமருதூர், தஞ்சாவூர். bbox=[786, 132, 1129, 209]
column-4 bbox=[1158, 130, 1501, 2355]
